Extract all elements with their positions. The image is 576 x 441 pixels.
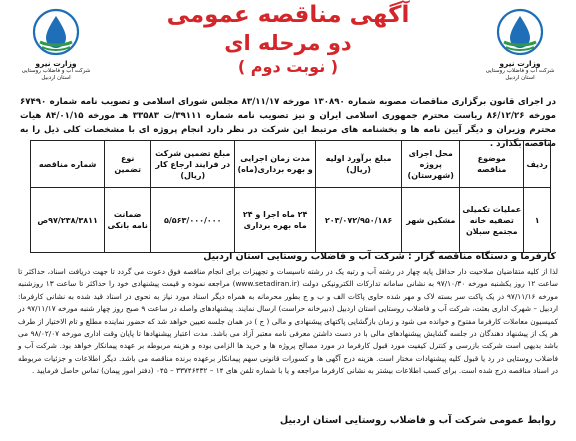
cell-deposit: ۵/۵۶۳/۰۰۰/۰۰۰ <box>151 188 235 253</box>
logo-org-name: وزارت نیرو <box>499 59 541 68</box>
ministry-logo-left <box>16 8 96 82</box>
intro-paragraph: در اجرای قانون برگزاری مناقصات مصوبه شماره ۱۳۰۸۹۰ مورخه ۸۳/۱۱/۱۷ مجلس شورای اسلامی و تصویب نامه شماره ۶۷۴۹۰ مورخه ۸۶/۱۲/۲۶ ریاست محترم جمهوری اسلامی ایران و نیز تصویب نامه شماره ۳۹۱۱۱/ت ۳۳۵۸۳ هـ مورخه ۸۴/۰۱/۱۵ هیات محترم وزیران و دیگر آیین نامه ها و بخشنامه های مرتبط این شرکت در نظر دارد انجام پروژه ای با مشخصات کلی ذیل را به مناقصه بگذارد . <box>20 97 556 149</box>
header-guarantee: نوع تضمین <box>105 141 151 188</box>
cell-guarantee: ضمانت نامه بانکی <box>105 188 151 253</box>
logo-sub-line1: شرکت آب و فاضلاب روستایی <box>21 68 91 74</box>
cell-tender-number: ۹۷/۲۳۸/۳۸۱۱ص <box>31 188 105 253</box>
logo-org-name: وزارت نیرو <box>35 59 77 68</box>
table-header-row <box>31 141 551 188</box>
header-tender-number: شماره مناقصه <box>31 141 105 188</box>
title-block <box>120 0 456 78</box>
ministry-logo-right <box>480 8 560 82</box>
cell-subject: عملیات تکمیلی تصفیه خانه مجتمع سبلان <box>460 188 524 253</box>
page-title: آگهی مناقصه عمومی <box>166 2 410 28</box>
header-row-number: ردیف <box>524 141 551 188</box>
cell-estimate: ۲۰۳/۰۷۲/۹۵۰/۱۸۶ <box>315 188 401 253</box>
public-relations-footer: روابط عمومی شرکت آب و فاضلاب روستایی استان اردبیل <box>279 415 556 426</box>
water-ministry-emblem-icon <box>30 8 82 58</box>
cell-row-number: ۱ <box>524 188 551 253</box>
tender-table <box>30 140 551 253</box>
logo-sub-line2: استان اردبیل <box>41 75 71 81</box>
employer-line: کارفرما و دستگاه مناقصه گزار : شرکت آب و فاضلاب روستایی استان اردبیل <box>203 251 556 262</box>
table-row <box>31 188 551 253</box>
cell-place: مشکین شهر <box>402 188 460 253</box>
header-duration: مدت زمان اجرایی و بهره برداری(ماه) <box>235 141 315 188</box>
water-ministry-emblem-icon <box>494 8 546 58</box>
header-place: محل اجرای پروژه (شهرستان) <box>402 141 460 188</box>
body-paragraph: لذا از کلیه متقاضیان صلاحیت دار حداقل پایه چهار در رشته آب و رتبه یک در رشته تاسیسات و تجهیزات برای انجام مناقصه فوق دعوت می گردد تا جهت دریافت اسناد، حداکثر تا ساعت ۱۲ روز یکشنبه مورخه ۹۷/۱۰/۳۰ به نشانی سامانه تدارکات الکترونیکی دولت (www.setadiran.ir) مراجعه نموده و قیمت پیشنهادی خود را حداکثر تا ساعت ۱۳ روزشنبه مورخه ۹۷/۱۱/۱۶ در یک پاکت سر بسته لاک و مهر شده حاوی پاکات الف و ب و ج بطور محرمانه به همراه دیگر اسناد مورد نیاز به نحوی در اسناد قید شده به نشانی کارفرما: اردبیل – شهرک اداری بعثت، شرکت آب و فاضلاب روستایی استان اردبیل (دبیرخانه حراست) ارسال نمایند. پیشنهادهای واصله در ساعت ۹ صبح روز چهار شنبه مورخه ۹۷/۱۱/۱۷ در کمیسیون معاملات کارفرما مفتوح و خوانده می شود و زمان بازگشایی پاکتهای پیشنهادی و مالی ( ج ) در همان جلسه تعیین خواهد شد که حضور نماینده مطلع و تام الاختیار از طرف هر یک از پیشنهاد دهندگان در جلسه گشایش پیشنهادهای مالی با در دست داشتن معرفی نامه معتبر آزاد می باشد. مدت اعتبار پیشنهادها تا پایان وقت اداری مورخه ۹۸/۰۲/۰۷ می باشد بدیهی است شرکت بازرسی و کنترل کیفیت مورد قبول کارفرما در مورد مصالح پروژه ها و خرید ها الزامی بوده و هزینه مربوطه بر عهده پیمانکار خواهد بود. شرکت آب و فاضلاب روستایی در رد یا قبول کلیه پیشنهادات مختار است. هزینه درج آگهی ها و کسورات قانونی سهم پیمانکار برعهده برنده مناقصه می باشد. دیگر اطلاعات و جزئیات مربوطه در اسناد مناقصه درج شده است. برای کسب اطلاعات بیشتر به نشانی کارفرما مراجعه و یا با شماره تلفن های ۱۴ – ۳۳۷۴۶۴۳۲ – ۰۴۵ (دفتر امور پیمان) تماس حاصل فرمایید . <box>18 267 558 376</box>
header-subject: موضوع مناقصه <box>460 141 524 188</box>
page-subtitle: دو مرحله ای <box>224 31 352 55</box>
round-label: ( نوبت دوم ) <box>237 57 339 76</box>
cell-duration: ۲۴ ماه اجرا و ۲۴ ماه بهره برداری <box>235 188 315 253</box>
header-deposit: مبلغ تضمین شرکت در فرایند ارجاع کار (ریال) <box>151 141 235 188</box>
logo-sub-line2: استان اردبیل <box>505 75 535 81</box>
header-estimate: مبلغ برآورد اولیه (ریال) <box>315 141 401 188</box>
logo-sub-line1: شرکت آب و فاضلاب روستایی <box>485 68 555 74</box>
